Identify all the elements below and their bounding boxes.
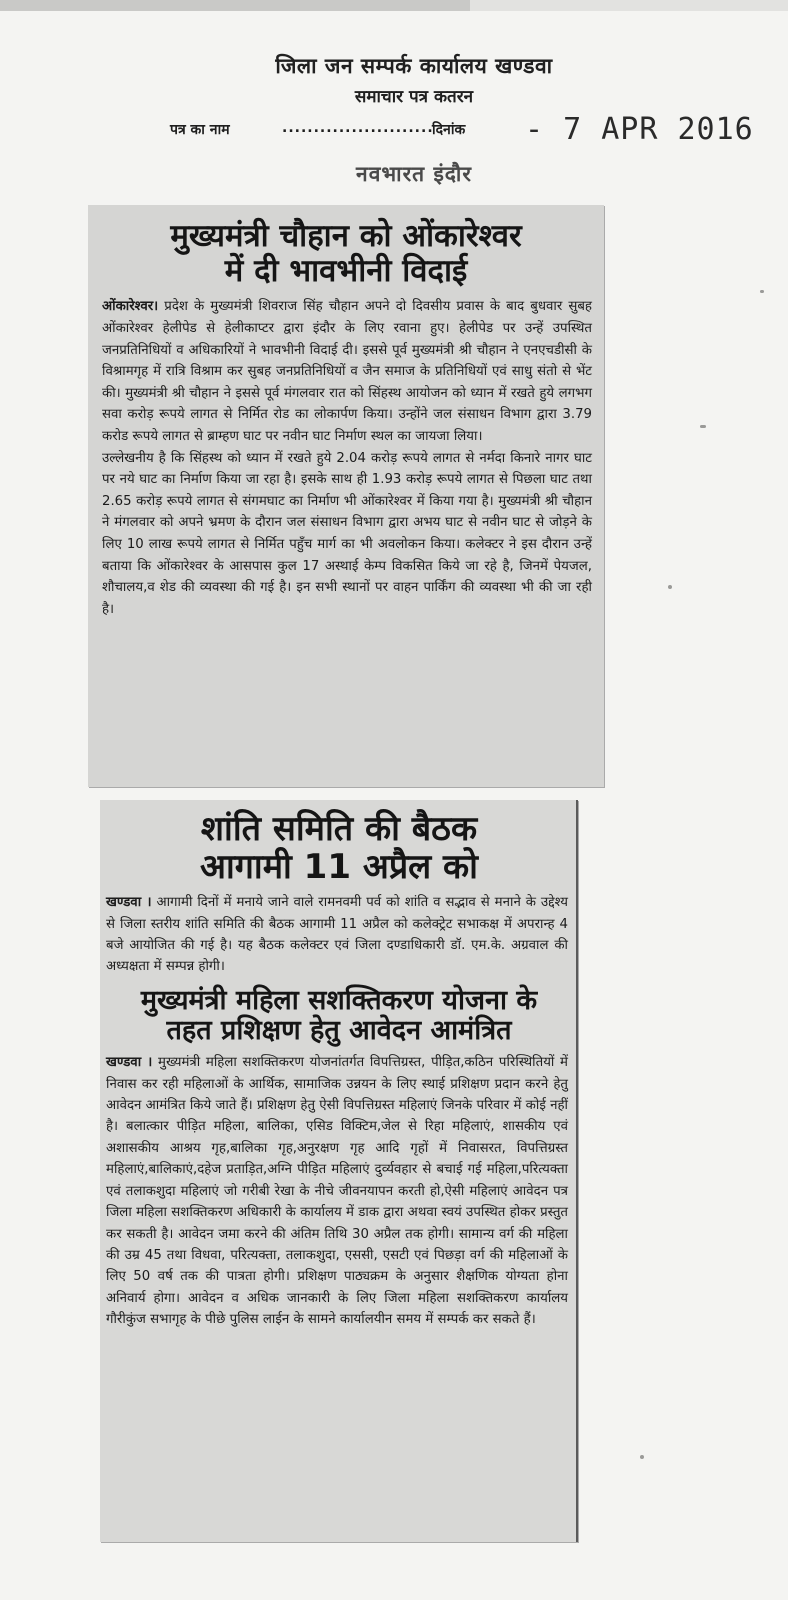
dateline: खण्डवा । [106,895,152,911]
paragraph-text: मुख्यमंत्री महिला सशक्तिकरण योजनांतर्गत विपत्तिग्रस्त, पीड़ित,कठिन परिस्थितियों में निवास कर रही महिलाओं के आर्थिक, सामाजिक उन्नयन के लिए स्थाई प्रशिक्षण प्रदान करने हेतु आवेदन आमंत्रित किये जाते हैं। प्रशिक्षण हेतु ऐसी विपत्तिग्रस्त महिलाएं जिनके परिवार में कोई नहीं है। बलात्कार पीड़ित महिला, बालिका, एसिड विक्टिम,जेल से रिहा महिलाएं, शासकीय एवं अशासकीय आश्रय गृह,बालिका गृह,अनुरक्षण गृह आदि गृहों में निवासरत, विपत्तिग्रस्त महिलाएं,बालिकाएं,दहेज प्रताड़ित,अग्नि पीड़ित महिलाएं दुर्व्यवहार से बचाई गई महिला,परित्यक्ता एवं तलाकशुदा महिलाएं जो गरीबी रेखा के नीचे जीवनयापन करती हो,ऐसी महिलाएं आवेदन पत्र जिला महिला सशक्तिकरण अधिकारी के कार्यालय में डाक द्वारा अथवा स्वयं उपस्थित होकर प्रस्तुत कर सकती है। आवेदन जमा करने की अंतिम तिथि 30 अप्रैल तक होगी। सामान्य वर्ग की महिला की उम्र 45 तथा विधवा, परित्यक्ता, तलाकशुदा, एससी, एसटी एवं पिछड़ा वर्ग की महिलाओं के लिए 50 वर्ष तक की पात्रता होगी। प्रशिक्षण पाठ्यक्रम के अनुसार शैक्षणिक योग्यता होना अनिवार्य होगा। आवेदन व अधिक जानकारी के लिए जिला महिला सशक्तिकरण कार्यालय गौरीकुंज सभागृह के पीछे पुलिस लाईन के सामने कार्यालयीन समय में सम्पर्क कर सकते हैं। [106,1055,569,1328]
dateline: खण्डवा । [106,1055,153,1071]
clipping-omkareshwar [88,205,604,787]
scan-speck [668,585,672,589]
clipping-khandwa [100,800,578,1542]
headline-line: आगामी 11 अप्रैल को [200,847,478,888]
publication-name: नवभारत इंदौर [356,162,472,186]
dateline: ओंकारेश्वर। [102,299,159,315]
headline-line: मुख्यमंत्री चौहान को ओंकारेश्वर [170,218,522,254]
date-stamp: - 7 APR 2016 [525,112,754,147]
article-paragraph [106,1052,568,1330]
article-body [100,886,578,978]
paper-name-blank: ........................ [282,120,434,136]
article-paragraph [106,892,568,978]
scan-speck [640,1455,644,1459]
clipping-stamp-line: समाचार पत्र कतरन [354,87,474,107]
paragraph-text: आगामी दिनों में मनाये जाने वाले रामनवमी पर्व को शांति व सद्भाव से मनाने के उद्देश्य से जिला स्तरीय शांति समिति की बैठक आगामी 11 अप्रैल को कलेक्ट्रेट सभाकक्ष में अपरान्ह 4 बजे आयोजित की गई है। यह बैठक कलेक्टर एवं जिला दण्डाधिकारी डॉ. एम.के. अग्रवाल की अध्यक्षता में सम्पन्न होगी। [106,895,568,975]
paragraph-text: प्रदेश के मुख्यमंत्री शिवराज सिंह चौहान अपने दो दिवसीय प्रवास के बाद बुधवार सुबह ओंकारेश्वर हेलीपेड से हेलीकाप्टर द्वारा इंदौर के लिए रवाना हुए। हेलीपेड पर उन्हें उपस्थित जनप्रतिनिधियों व अधिकारियों ने भावभीनी विदाई दी। इससे पूर्व मुख्यमंत्री श्री चौहान ने एनएचडीसी के विश्रामगृह में रात्रि विश्राम कर सुबह जनप्रतिनिधियों व जैन समाज के प्रतिनिधियों एवं साधु संतो से भेंट की। मुख्यमंत्री श्री चौहान ने इससे पूर्व मंगलवार रात को सिंहस्थ आयोजन को ध्यान में रखते हुये लगभग सवा करोड़ रूपये लागत से निर्मित रोड का लोकार्पण किया। उन्होंने जल संसाधन विभाग द्वारा 3.79 करोड रूपये लागत से ब्राम्हण घाट पर नवीन घाट निर्माण स्थल का जायजा लिया। [102,299,592,444]
scan-speck [700,425,706,428]
article-body [88,288,604,620]
article-paragraph: उल्लेखनीय है कि सिंहस्थ को ध्यान में रखते हुये 2.04 करोड़ रूपये लागत से नर्मदा किनारे नागर घाट पर नये घाट का निर्माण किया जा रहा है। इसके साथ ही 1.93 करोड़ रूपये लागत से पिछला घाट तथा 2.65 करोड़ रूपये लागत से संगमघाट का निर्माण भी ओंकारेश्वर में किया गया है। मुख्यमंत्री श्री चौहान ने मंगलवार को अपने भ्रमण के दौरान जल संसाधन विभाग द्वारा अभय घाट से नवीन घाट से जोड़ने के लिए 10 लाख रूपये लागत से निर्मित पहुँच मार्ग का भी अवलोकन किया। कलेक्टर ने इस दौरान उन्हें बताया कि ओंकारेश्वर के आसपास कुल 17 अस्थाई केम्प विकसित किये जा रहे है, जिनमें पेयजल, शौचालय,व शेड की व्यवस्था की गई है। इन सभी स्थानों पर वाहन पार्किंग की व्यवस्था भी की जा रही है। [102,450,592,617]
date-label: दिनांक [432,122,466,138]
headline-line: शांति समिति की बैठक [200,809,478,849]
article-body [100,1046,578,1330]
scan-speck [760,290,764,293]
article-headline [100,800,578,886]
office-stamp-line: जिला जन सम्पर्क कार्यालय खण्डवा [275,54,553,78]
clipping-edge-line [576,800,578,1542]
stamp-meta-row [170,112,770,148]
scan-edge-light [470,0,788,11]
headline-line: में दी भावभीनी विदाई [224,252,468,289]
scan-edge-dark [0,0,470,11]
article-headline [100,978,578,1046]
paper-name-label: पत्र का नाम [170,122,230,138]
article-paragraph [102,296,592,447]
headline-line: मुख्यमंत्री महिला सशक्तिकरण योजना के [140,984,538,1016]
article-headline [88,205,604,288]
headline-line: तहत प्रशिक्षण हेतु आवेदन आमंत्रित [166,1015,512,1047]
